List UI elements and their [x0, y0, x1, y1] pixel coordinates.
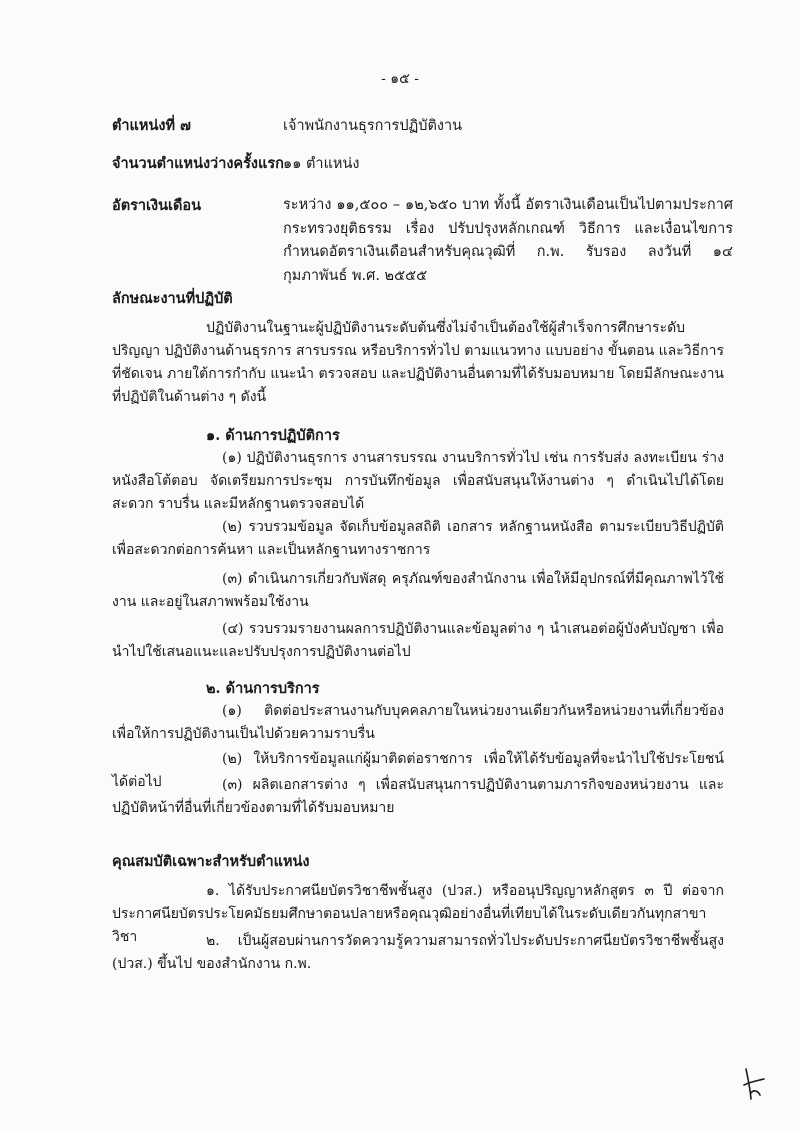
qualification-item-2: ๒. เป็นผู้สอบผ่านการวัดความรู้ความสามารถทั่วไประดับประกาศนียบัตรวิชาชีพชั้นสูง (ปวส.) ขึ้นไป ของสำนักงาน ก.พ. [112, 933, 724, 972]
duties-heading: ลักษณะงานที่ปฏิบัติ [112, 290, 233, 307]
section1-item-3: (๓) ดำเนินการเกี่ยวกับพัสดุ ครุภัณฑ์ของสำนักงาน เพื่อให้มีอุปกรณ์ที่มีคุณภาพไว้ใช้งาน และอยู่ในสภาพพร้อมใช้งาน [112, 571, 724, 610]
qualifications-heading: คุณสมบัติเฉพาะสำหรับตำแหน่ง [112, 853, 310, 870]
position-value: เจ้าพนักงานธุรการปฏิบัติงาน [283, 118, 463, 134]
section1-title: ๑. ด้านการปฏิบัติการ [206, 427, 340, 444]
section2-item-1: (๑) ติดต่อประสานงานกับบุคคลภายในหน่วยงานเดียวกันหรือหน่วยงานที่เกี่ยวข้อง เพื่อให้การปฏิบัติงานเป็นไปด้วยความราบรื่น [112, 703, 724, 742]
vacancies-label: จำนวนตำแหน่งว่างครั้งแรก [112, 155, 284, 172]
vacancies-value: ๑๑ ตำแหน่ง [283, 156, 360, 172]
signature-mark [738, 1065, 768, 1105]
section2-item-2: (๒) ให้บริการข้อมูลแก่ผู้มาติดต่อราชการ เพื่อให้ได้รับข้อมูลที่จะนำไปใช้ประโยชน์ได้ต่อไป [112, 751, 724, 790]
duties-intro: ปฏิบัติงานในฐานะผู้ปฏิบัติงานระดับต้นซึ่งไม่จำเป็นต้องใช้ผู้สำเร็จการศึกษาระดับปริญญา ปฏิบัติงานด้านธุรการ สารบรรณ หรือบริการทั่วไป ตามแนวทาง แบบอย่าง ขั้นตอน และวิธีการที่ชัดเจน ภายใต้การกำกับ แนะนำ ตรวจสอบ และปฏิบัติงานอื่นตามที่ได้รับมอบหมาย โดยมีลักษณะงานที่ปฏิบัติในด้านต่าง ๆ ดังนี้ [112, 320, 724, 405]
page-number: - ๑๕ - [381, 71, 419, 87]
section2-title: ๒. ด้านการบริการ [206, 680, 320, 697]
section1-item-1: (๑) ปฏิบัติงานธุรการ งานสารบรรณ งานบริการทั่วไป เช่น การรับส่ง ลงทะเบียน ร่างหนังสือโต้ตอบ จัดเตรียมการประชุม การบันทึกข้อมูล เพื่อสนับสนุนให้งานต่าง ๆ ดำเนินไปได้โดยสะดวก ราบรื่น และมีหลักฐานตรวจสอบได้ [112, 450, 724, 512]
section1-item-4: (๔) รวบรวมรายงานผลการปฏิบัติงานและข้อมูลต่าง ๆ นำเสนอต่อผู้บังคับบัญชา เพื่อนำไปใช้เสนอแนะและปรับปรุงการปฏิบัติงานต่อไป [112, 621, 724, 660]
salary-value: ระหว่าง ๑๑,๕๐๐ – ๑๒,๖๕๐ บาท ทั้งนี้ อัตราเงินเดือนเป็นไปตามประกาศกระทรวงยุติธรรม เรื่อง ปรับปรุงหลักเกณฑ์ วิธีการ และเงื่อนไขการกำหนดอัตราเงินเดือนสำหรับคุณวุฒิที่ ก.พ. รับรอง ลงวันที่ ๑๔ กุมภาพันธ์ พ.ศ. ๒๕๕๕ [283, 197, 733, 284]
section1-item-2: (๒) รวบรวมข้อมูล จัดเก็บข้อมูลสถิติ เอกสาร หลักฐานหนังสือ ตามระเบียบวิธีปฏิบัติ เพื่อสะดวกต่อการค้นหา และเป็นหลักฐานทางราชการ [112, 519, 724, 558]
position-label: ตำแหน่งที่ ๗ [112, 117, 191, 134]
qualification-item-1: ๑. ได้รับประกาศนียบัตรวิชาชีพชั้นสูง (ปวส.) หรืออนุปริญญาหลักสูตร ๓ ปี ต่อจากประกาศนียบัตรประโยคมัธยมศึกษาตอนปลายหรือคุณวุฒิอย่างอื่นที่เทียบได้ในระดับเดียวกันทุกสาขาวิชา [112, 883, 724, 945]
salary-label: อัตราเงินเดือน [112, 197, 201, 214]
section2-item-3: (๓) ผลิตเอกสารต่าง ๆ เพื่อสนับสนุนการปฏิบัติงานตามภารกิจของหน่วยงาน และปฏิบัติหน้าที่อื่นที่เกี่ยวข้องตามที่ได้รับมอบหมาย [112, 777, 724, 816]
